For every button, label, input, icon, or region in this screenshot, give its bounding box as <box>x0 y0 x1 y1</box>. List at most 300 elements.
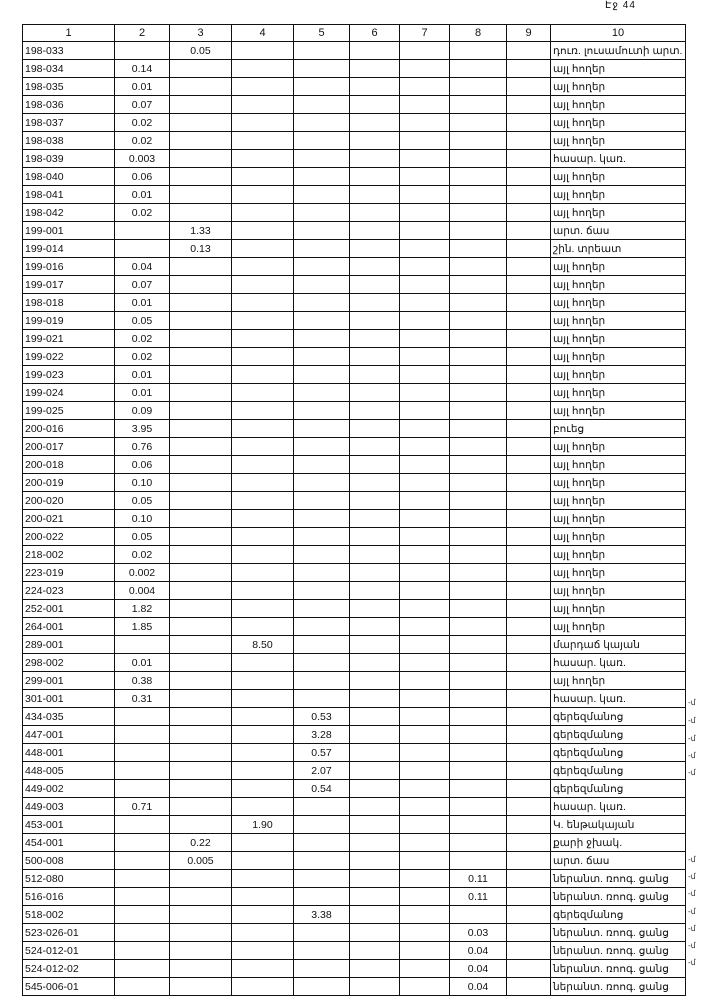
cell-col-1: 199-023 <box>23 366 115 384</box>
cell-col-2: 1.85 <box>115 618 170 636</box>
table-row <box>23 276 686 294</box>
cell-col-9 <box>507 636 551 654</box>
cell-col-5 <box>294 186 350 204</box>
cell-col-6 <box>350 114 400 132</box>
cell-col-9 <box>507 510 551 528</box>
cell-col-2: 0.71 <box>115 798 170 816</box>
cell-col-1: 453-001 <box>23 816 115 834</box>
cell-col-8 <box>450 222 507 240</box>
cell-col-5 <box>294 942 350 960</box>
cell-col-10: գերեզմանոց <box>551 906 686 924</box>
cell-col-8 <box>450 834 507 852</box>
cell-col-9 <box>507 366 551 384</box>
cell-col-3 <box>170 798 232 816</box>
cell-col-6 <box>350 600 400 618</box>
cell-col-5: 2.07 <box>294 762 350 780</box>
cell-col-5 <box>294 42 350 60</box>
cell-col-8 <box>450 60 507 78</box>
header-row <box>23 25 686 42</box>
table-row <box>23 852 686 870</box>
cell-col-5 <box>294 276 350 294</box>
cell-col-10: ներանտ. ռոոգ. ցանց <box>551 942 686 960</box>
cell-col-10: այլ հողեր <box>551 132 686 150</box>
cell-col-8 <box>450 420 507 438</box>
cell-col-3 <box>170 564 232 582</box>
cell-col-6 <box>350 690 400 708</box>
cell-col-8 <box>450 132 507 150</box>
cell-col-7 <box>400 312 450 330</box>
cell-col-4 <box>232 690 294 708</box>
cell-col-1: 512-080 <box>23 870 115 888</box>
cell-col-2: 0.05 <box>115 492 170 510</box>
cell-col-6 <box>350 888 400 906</box>
cell-col-2 <box>115 708 170 726</box>
cell-col-10: դուռ. լուսամուտի արտ. <box>551 42 686 60</box>
cell-col-9 <box>507 132 551 150</box>
cell-col-5 <box>294 456 350 474</box>
cell-col-9 <box>507 330 551 348</box>
cell-col-3 <box>170 762 232 780</box>
table-row <box>23 204 686 222</box>
table-row <box>23 798 686 816</box>
cell-col-1: 198-018 <box>23 294 115 312</box>
cell-col-1: 298-002 <box>23 654 115 672</box>
cell-col-2: 0.14 <box>115 60 170 78</box>
cell-col-6 <box>350 942 400 960</box>
cell-col-3 <box>170 348 232 366</box>
page-number-label: Էջ 44 <box>605 0 636 11</box>
cell-col-10: այլ հողեր <box>551 294 686 312</box>
cell-col-5: 0.57 <box>294 744 350 762</box>
cell-col-10: գերեզմանոց <box>551 726 686 744</box>
cell-col-2: 0.02 <box>115 204 170 222</box>
cell-col-7 <box>400 762 450 780</box>
cell-col-7 <box>400 150 450 168</box>
cell-col-3 <box>170 492 232 510</box>
cell-col-3 <box>170 438 232 456</box>
cell-col-9 <box>507 924 551 942</box>
cell-col-3 <box>170 510 232 528</box>
margin-mark: -մ <box>688 872 696 881</box>
cell-col-9 <box>507 456 551 474</box>
cell-col-2: 0.01 <box>115 654 170 672</box>
cell-col-2: 0.02 <box>115 330 170 348</box>
cell-col-7 <box>400 672 450 690</box>
cell-col-9 <box>507 618 551 636</box>
margin-mark: -մ <box>688 734 696 743</box>
cell-col-3 <box>170 96 232 114</box>
cell-col-5 <box>294 870 350 888</box>
cell-col-1: 198-038 <box>23 132 115 150</box>
table-row <box>23 654 686 672</box>
cell-col-4 <box>232 276 294 294</box>
cell-col-4 <box>232 366 294 384</box>
cell-col-3 <box>170 744 232 762</box>
cell-col-1: 199-025 <box>23 402 115 420</box>
cell-col-7 <box>400 510 450 528</box>
table-row <box>23 348 686 366</box>
cell-col-8 <box>450 114 507 132</box>
cell-col-3 <box>170 420 232 438</box>
cell-col-10: այլ հողեր <box>551 78 686 96</box>
cell-col-8 <box>450 636 507 654</box>
cell-col-10: այլ հողեր <box>551 510 686 528</box>
cell-col-7 <box>400 780 450 798</box>
cell-col-2 <box>115 816 170 834</box>
cell-col-6 <box>350 978 400 996</box>
cell-col-10: շին. տրեատ <box>551 240 686 258</box>
cell-col-2: 0.31 <box>115 690 170 708</box>
cell-col-6 <box>350 834 400 852</box>
cell-col-4 <box>232 582 294 600</box>
table-row <box>23 600 686 618</box>
cell-col-10: այլ հողեր <box>551 492 686 510</box>
cell-col-3 <box>170 204 232 222</box>
cell-col-4 <box>232 114 294 132</box>
cell-col-4 <box>232 312 294 330</box>
cell-col-9 <box>507 672 551 690</box>
cell-col-7 <box>400 276 450 294</box>
table-row <box>23 222 686 240</box>
table-row <box>23 42 686 60</box>
table-row <box>23 258 686 276</box>
cell-col-5 <box>294 132 350 150</box>
cell-col-6 <box>350 294 400 312</box>
cell-col-5 <box>294 222 350 240</box>
cell-col-1: 198-034 <box>23 60 115 78</box>
cell-col-4 <box>232 60 294 78</box>
cell-col-5: 0.53 <box>294 708 350 726</box>
cell-col-8 <box>450 168 507 186</box>
cell-col-3 <box>170 672 232 690</box>
cell-col-7 <box>400 870 450 888</box>
cell-col-2: 0.76 <box>115 438 170 456</box>
cell-col-2: 0.01 <box>115 294 170 312</box>
cell-col-6 <box>350 258 400 276</box>
cell-col-4 <box>232 222 294 240</box>
land-register-table <box>22 24 686 996</box>
cell-col-9 <box>507 726 551 744</box>
table-row <box>23 96 686 114</box>
cell-col-8: 0.04 <box>450 960 507 978</box>
cell-col-8 <box>450 42 507 60</box>
cell-col-1: 448-001 <box>23 744 115 762</box>
table-body <box>23 42 686 996</box>
cell-col-5 <box>294 492 350 510</box>
cell-col-6 <box>350 780 400 798</box>
cell-col-10: այլ հողեր <box>551 276 686 294</box>
cell-col-1: 523-026-01 <box>23 924 115 942</box>
table-row <box>23 546 686 564</box>
cell-col-5 <box>294 312 350 330</box>
cell-col-9 <box>507 42 551 60</box>
cell-col-9 <box>507 654 551 672</box>
table-row <box>23 672 686 690</box>
cell-col-7 <box>400 42 450 60</box>
cell-col-1: 516-016 <box>23 888 115 906</box>
cell-col-3 <box>170 816 232 834</box>
cell-col-1: 448-005 <box>23 762 115 780</box>
cell-col-5 <box>294 258 350 276</box>
cell-col-7 <box>400 546 450 564</box>
table-row <box>23 708 686 726</box>
cell-col-10: այլ հողեր <box>551 114 686 132</box>
cell-col-10: այլ հողեր <box>551 204 686 222</box>
cell-col-1: 200-017 <box>23 438 115 456</box>
cell-col-8 <box>450 204 507 222</box>
cell-col-6 <box>350 744 400 762</box>
table-row <box>23 420 686 438</box>
cell-col-2: 0.01 <box>115 186 170 204</box>
cell-col-1: 199-021 <box>23 330 115 348</box>
cell-col-9 <box>507 780 551 798</box>
cell-col-2 <box>115 222 170 240</box>
cell-col-9 <box>507 942 551 960</box>
cell-col-2 <box>115 852 170 870</box>
cell-col-10: այլ հողեր <box>551 618 686 636</box>
cell-col-9 <box>507 564 551 582</box>
cell-col-1: 449-002 <box>23 780 115 798</box>
cell-col-1: 524-012-01 <box>23 942 115 960</box>
cell-col-7 <box>400 240 450 258</box>
cell-col-1: 449-003 <box>23 798 115 816</box>
cell-col-3 <box>170 546 232 564</box>
cell-col-7 <box>400 942 450 960</box>
cell-col-5 <box>294 654 350 672</box>
cell-col-1: 200-021 <box>23 510 115 528</box>
table-row <box>23 294 686 312</box>
cell-col-9 <box>507 276 551 294</box>
table-row <box>23 834 686 852</box>
table-row <box>23 636 686 654</box>
cell-col-6 <box>350 618 400 636</box>
cell-col-3 <box>170 780 232 798</box>
table-row <box>23 132 686 150</box>
cell-col-7 <box>400 186 450 204</box>
cell-col-6 <box>350 240 400 258</box>
table-row <box>23 114 686 132</box>
cell-col-4 <box>232 456 294 474</box>
cell-col-3 <box>170 366 232 384</box>
cell-col-3 <box>170 456 232 474</box>
cell-col-1: 199-014 <box>23 240 115 258</box>
cell-col-9 <box>507 168 551 186</box>
cell-col-6 <box>350 222 400 240</box>
cell-col-1: 454-001 <box>23 834 115 852</box>
cell-col-6 <box>350 168 400 186</box>
cell-col-8 <box>450 798 507 816</box>
cell-col-4 <box>232 600 294 618</box>
cell-col-3 <box>170 150 232 168</box>
cell-col-10: այլ հողեր <box>551 582 686 600</box>
table-row <box>23 456 686 474</box>
cell-col-5 <box>294 78 350 96</box>
cell-col-1: 198-040 <box>23 168 115 186</box>
cell-col-8 <box>450 690 507 708</box>
cell-col-3 <box>170 708 232 726</box>
cell-col-5 <box>294 924 350 942</box>
cell-col-2 <box>115 942 170 960</box>
cell-col-4 <box>232 744 294 762</box>
table-row <box>23 888 686 906</box>
cell-col-3: 0.005 <box>170 852 232 870</box>
cell-col-1: 198-033 <box>23 42 115 60</box>
cell-col-1: 289-001 <box>23 636 115 654</box>
cell-col-7 <box>400 834 450 852</box>
cell-col-9 <box>507 438 551 456</box>
cell-col-6 <box>350 924 400 942</box>
cell-col-8: 0.11 <box>450 888 507 906</box>
cell-col-7 <box>400 726 450 744</box>
cell-col-9 <box>507 402 551 420</box>
cell-col-5: 0.54 <box>294 780 350 798</box>
margin-mark: -մ <box>688 889 696 898</box>
cell-col-10: գերեզմանոց <box>551 744 686 762</box>
cell-col-10: այլ հողեր <box>551 402 686 420</box>
cell-col-5 <box>294 60 350 78</box>
cell-col-3 <box>170 942 232 960</box>
cell-col-2: 1.82 <box>115 600 170 618</box>
cell-col-1: 198-037 <box>23 114 115 132</box>
cell-col-1: 299-001 <box>23 672 115 690</box>
cell-col-5 <box>294 240 350 258</box>
cell-col-8 <box>450 258 507 276</box>
cell-col-4 <box>232 438 294 456</box>
cell-col-9 <box>507 78 551 96</box>
cell-col-8 <box>450 780 507 798</box>
cell-col-8: 0.04 <box>450 978 507 996</box>
cell-col-10: այլ հողեր <box>551 348 686 366</box>
cell-col-8 <box>450 348 507 366</box>
cell-col-4 <box>232 402 294 420</box>
cell-col-2: 0.06 <box>115 168 170 186</box>
cell-col-9 <box>507 690 551 708</box>
cell-col-8 <box>450 384 507 402</box>
cell-col-9 <box>507 60 551 78</box>
cell-col-3 <box>170 114 232 132</box>
cell-col-6 <box>350 852 400 870</box>
cell-col-2 <box>115 906 170 924</box>
cell-col-10: այլ հողեր <box>551 600 686 618</box>
cell-col-1: 199-017 <box>23 276 115 294</box>
margin-mark: -մ <box>688 716 696 725</box>
cell-col-2: 0.10 <box>115 510 170 528</box>
cell-col-10: այլ հողեր <box>551 330 686 348</box>
table-row <box>23 960 686 978</box>
cell-col-8 <box>450 402 507 420</box>
cell-col-4 <box>232 420 294 438</box>
cell-col-8 <box>450 600 507 618</box>
cell-col-2: 0.09 <box>115 402 170 420</box>
cell-col-4 <box>232 294 294 312</box>
cell-col-7 <box>400 402 450 420</box>
cell-col-6 <box>350 204 400 222</box>
cell-col-2: 0.02 <box>115 348 170 366</box>
cell-col-6 <box>350 726 400 744</box>
cell-col-7 <box>400 744 450 762</box>
cell-col-3 <box>170 276 232 294</box>
cell-col-9 <box>507 204 551 222</box>
cell-col-6 <box>350 654 400 672</box>
cell-col-5 <box>294 348 350 366</box>
cell-col-6 <box>350 546 400 564</box>
cell-col-2: 0.05 <box>115 528 170 546</box>
cell-col-2 <box>115 744 170 762</box>
cell-col-7 <box>400 600 450 618</box>
cell-col-4 <box>232 492 294 510</box>
cell-col-6 <box>350 798 400 816</box>
table-row <box>23 942 686 960</box>
cell-col-7 <box>400 258 450 276</box>
cell-col-7 <box>400 96 450 114</box>
cell-col-5: 3.28 <box>294 726 350 744</box>
cell-col-1: 200-016 <box>23 420 115 438</box>
cell-col-3 <box>170 312 232 330</box>
cell-col-5 <box>294 366 350 384</box>
cell-col-7 <box>400 636 450 654</box>
table-row <box>23 690 686 708</box>
cell-col-9 <box>507 600 551 618</box>
cell-col-4 <box>232 348 294 366</box>
cell-col-6 <box>350 348 400 366</box>
cell-col-6 <box>350 150 400 168</box>
cell-col-3: 0.13 <box>170 240 232 258</box>
cell-col-8 <box>450 294 507 312</box>
table-row <box>23 240 686 258</box>
cell-col-4 <box>232 978 294 996</box>
cell-col-8 <box>450 366 507 384</box>
cell-col-10: այլ հողեր <box>551 528 686 546</box>
column-header-3: 3 <box>170 25 232 42</box>
cell-col-3 <box>170 384 232 402</box>
cell-col-9 <box>507 96 551 114</box>
cell-col-7 <box>400 348 450 366</box>
cell-col-8 <box>450 744 507 762</box>
cell-col-7 <box>400 618 450 636</box>
margin-mark: -մ <box>688 751 696 760</box>
cell-col-2: 0.01 <box>115 384 170 402</box>
cell-col-7 <box>400 60 450 78</box>
cell-col-7 <box>400 78 450 96</box>
cell-col-4 <box>232 528 294 546</box>
cell-col-3 <box>170 402 232 420</box>
cell-col-10: այլ հողեր <box>551 456 686 474</box>
cell-col-4 <box>232 240 294 258</box>
cell-col-9 <box>507 150 551 168</box>
cell-col-6 <box>350 366 400 384</box>
cell-col-10: ներանտ. ռոոգ. ցանց <box>551 924 686 942</box>
cell-col-1: 200-022 <box>23 528 115 546</box>
cell-col-5 <box>294 798 350 816</box>
cell-col-5 <box>294 852 350 870</box>
cell-col-10: այլ հողեր <box>551 60 686 78</box>
cell-col-8: 0.03 <box>450 924 507 942</box>
cell-col-6 <box>350 582 400 600</box>
cell-col-9 <box>507 186 551 204</box>
cell-col-6 <box>350 456 400 474</box>
cell-col-6 <box>350 708 400 726</box>
cell-col-5 <box>294 978 350 996</box>
cell-col-3 <box>170 978 232 996</box>
cell-col-2 <box>115 762 170 780</box>
table-row <box>23 168 686 186</box>
cell-col-3 <box>170 888 232 906</box>
cell-col-7 <box>400 438 450 456</box>
cell-col-2: 0.002 <box>115 564 170 582</box>
column-header-1: 1 <box>23 25 115 42</box>
table-row <box>23 582 686 600</box>
cell-col-6 <box>350 96 400 114</box>
